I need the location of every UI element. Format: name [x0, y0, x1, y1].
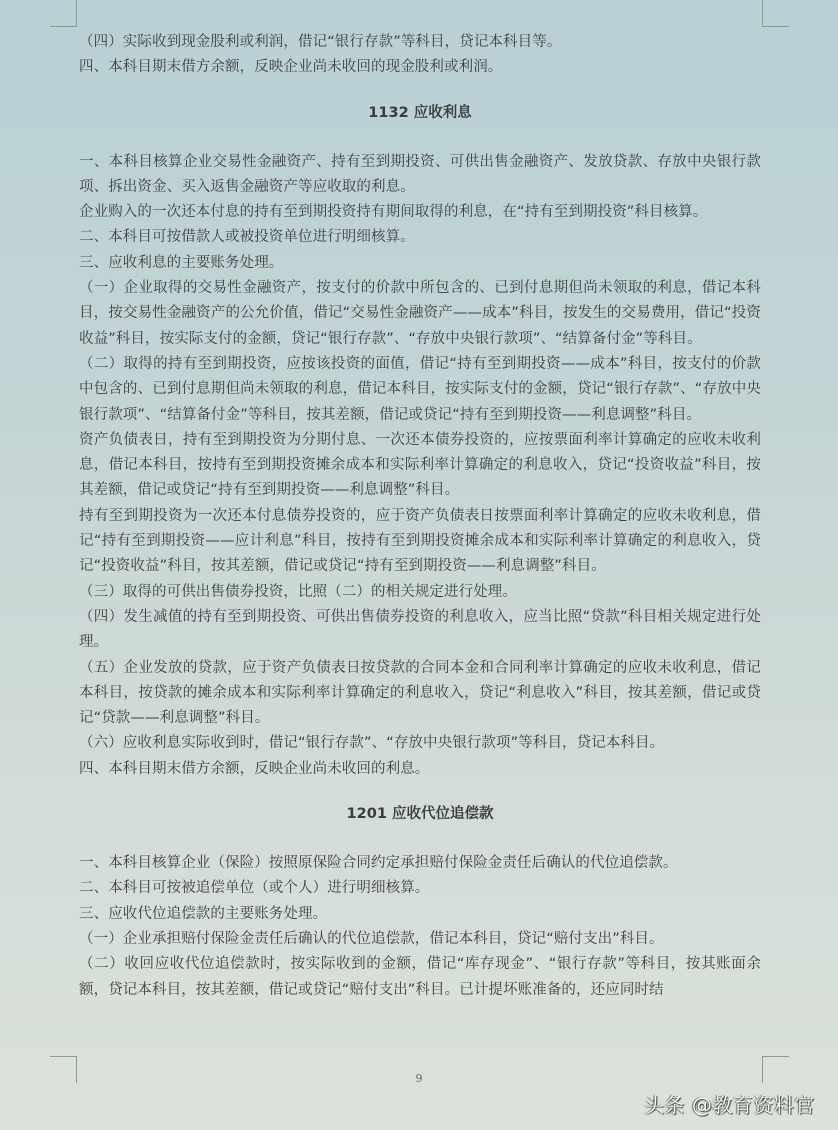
paragraph: （四）实际收到现金股利或利润，借记“银行存款”等科目，贷记本科目等。	[79, 34, 562, 50]
paragraph: （五）企业发放的贷款，应于资产负债表日按贷款的合同本金和合同利率计算确定的应收未收利息，借记本科目，按贷款的摊余成本和实际利率计算确定的利息收入，贷记“利息收入”科目，按其差额，借记或贷记“贷款——利息调整”科目。	[79, 659, 761, 727]
document-body	[79, 30, 761, 1003]
crop-mark-top-right	[762, 0, 789, 27]
paragraph: （三）取得的可供出售债券投资，比照（二）的相关规定进行处理。	[79, 583, 517, 600]
paragraph: 二、本科目可按借款人或被投资单位进行明细核算。	[79, 229, 415, 246]
crop-mark-top-left	[50, 0, 77, 27]
paragraph: （一）企业取得的交易性金融资产，按支付的价款中所包含的、已到付息期但尚未领取的利息，借记本科目，按交易性金融资产的公允价值，借记“交易性金融资产——成本”科目，按发生的交易费用，借记“投资收益”科目，按实际支付的金额，贷记“银行存款”、“存放中央银行款项”、“结算备付金”等科目。	[79, 280, 761, 347]
watermark: 头条 @教育资料官	[644, 1093, 815, 1117]
paragraph: 二、本科目可按被追偿单位（或个人）进行明细核算。	[79, 880, 430, 897]
paragraph: 持有至到期投资为一次还本付息债券投资的，应于资产负债表日按票面利率计算确定的应收未收利息，借记“持有至到期投资——应计利息”科目，按持有至到期投资摊余成本和实际利率计算确定的利息收入，贷记“投资收益”科目，按其差额，借记或贷记“持有至到期投资——利息调整”科目。	[79, 507, 761, 575]
paragraph: （二）收回应收代位追偿款时，按实际收到的金额，借记“库存现金”、“银行存款”等科目，按其账面余额，贷记本科目，按其差额，借记或贷记“赔付支出”科目。已计提坏账准备的，还应同时结	[79, 956, 761, 998]
paragraph: 一、本科目核算企业交易性金融资产、持有至到期投资、可供出售金融资产、发放贷款、存放中央银行款项、拆出资金、买入返售金融资产等应收取的利息。	[79, 153, 761, 195]
paragraph: （四）发生减值的持有至到期投资、可供出售债券投资的利息收入，应当比照“贷款”科目相关规定进行处理。	[79, 608, 761, 651]
paragraph: 三、应收利息的主要账务处理。	[79, 254, 284, 271]
section-title-1132: 1132 应收利息	[368, 104, 472, 121]
paragraph: 企业购入的一次还本付息的持有至到期投资持有期间取得的利息，在“持有至到期投资”科目核算。	[79, 204, 708, 221]
paragraph: 一、本科目核算企业（保险）按照原保险合同约定承担赔付保险金责任后确认的代位追偿款。	[79, 855, 678, 872]
paragraph: 三、应收代位追偿款的主要账务处理。	[79, 905, 328, 922]
paragraph: 四、本科目期末借方余额，反映企业尚未收回的现金股利或利润。	[79, 59, 503, 76]
paragraph: 资产负债表日，持有至到期投资为分期付息、一次还本债券投资的，应按票面利率计算确定的应收未收利息，借记本科目，按持有至到期投资摊余成本和实际利率计算确定的利息收入，贷记“投资收益”科目，按其差额，借记或贷记“持有至到期投资——利息调整”科目。	[79, 431, 761, 499]
page-number: 9	[415, 1072, 423, 1085]
paragraph: （六）应收利息实际收到时，借记“银行存款”、“存放中央银行款项”等科目，贷记本科目。	[79, 735, 665, 752]
paragraph: （二）取得的持有至到期投资，应按该投资的面值，借记“持有至到期投资——成本”科目，按支付的价款中包含的、已到付息期但尚未领取的利息，借记本科目，按实际支付的金额，贷记“银行存款”、“存放中央银行款项”、“结算备付金”等科目，按其差额，借记或贷记“持有至到期投资——利息调整”科目。	[79, 355, 761, 423]
section-title-1201: 1201 应收代位追偿款	[346, 806, 494, 823]
paragraph: 四、本科目期末借方余额，反映企业尚未收回的利息。	[79, 760, 430, 777]
paragraph: （一）企业承担赔付保险金责任后确认的代位追偿款，借记本科目，贷记“赔付支出”科目。	[79, 930, 664, 947]
